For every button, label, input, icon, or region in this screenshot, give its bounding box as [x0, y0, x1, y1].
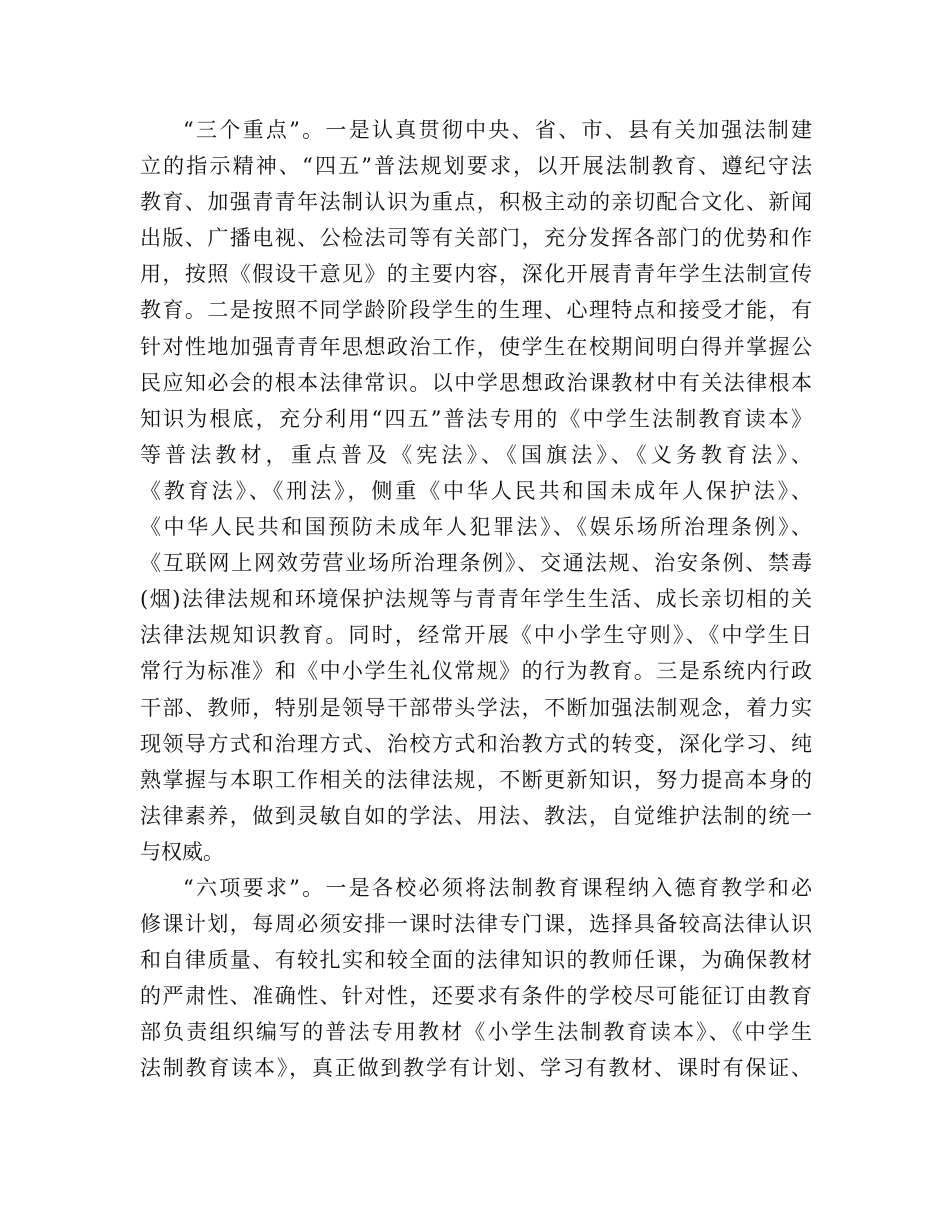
paragraph-line: 常行为标准》和《中小学生礼仪常规》的行为教育。三是系统内行政: [140, 659, 812, 684]
paragraph-line: 知识为根底，充分利用“四五”普法专用的《中学生法制教育读本》: [140, 406, 812, 431]
paragraph-line: 的严肃性、准确性、针对性，还要求有条件的学校尽可能征订由教育: [140, 984, 812, 1009]
paragraph-line: 现领导方式和治理方式、治校方式和治教方式的转变，深化学习、纯: [140, 731, 812, 756]
paragraph-line: 民应知必会的根本法律常识。以中学思想政治课教材中有关法律根本: [140, 370, 812, 395]
paragraph-line: 针对性地加强青青年思想政治工作，使学生在校期间明白得并掌握公: [140, 334, 812, 359]
paragraph-line: “三个重点”。一是认真贯彻中央、省、市、县有关加强法制建: [183, 118, 812, 142]
paragraph-line: 法制教育读本》，真正做到教学有计划、学习有教材、课时有保证、: [140, 1056, 812, 1081]
paragraph-line: 教育、加强青青年法制认识为重点，积极主动的亲切配合文化、新闻: [140, 190, 812, 215]
paragraph-line: 《教育法》、《刑法》，侧重《中华人民共和国未成年人保护法》、: [140, 478, 812, 503]
paragraph-line: 和自律质量、有较扎实和较全面的法律知识的教师任课，为确保教材: [140, 948, 812, 973]
body-text: [140, 112, 812, 1087]
paragraph-line: 《中华人民共和国预防未成年人犯罪法》、《娱乐场所治理条例》、: [140, 515, 812, 540]
paragraph-line: 出版、广播电视、公检法司等有关部门，充分发挥各部门的优势和作: [140, 226, 812, 251]
paragraph-line: 部负责组织编写的普法专用教材《小学生法制教育读本》、《中学生: [140, 1020, 812, 1045]
paragraph-line: “六项要求”。一是各校必须将法制教育课程纳入德育教学和必: [183, 875, 812, 900]
paragraph-line: 法律法规知识教育。同时，经常开展《中小学生守则》、《中学生日: [140, 623, 812, 648]
paragraph-line: 与权威。: [140, 839, 224, 864]
paragraph-line: 干部、教师，特别是领导干部带头学法，不断加强法制观念，着力实: [140, 695, 812, 720]
paragraph-line: 修课计划，每周必须安排一课时法律专门课，选择具备较高法律认识: [140, 912, 812, 937]
paragraph-line: (烟)法律法规和环境保护法规等与青青年学生生活、成长亲切相的关: [140, 587, 812, 612]
paragraph-line: 法律素养，做到灵敏自如的学法、用法、教法，自觉维护法制的统一: [140, 803, 812, 828]
paragraph-line: 等普法教材，重点普及《宪法》、《国旗法》、《义务教育法》、: [140, 442, 812, 467]
paragraph-line: 熟掌握与本职工作相关的法律法规，不断更新知识，努力提高本身的: [140, 767, 812, 792]
paragraph-line: 用，按照《假设干意见》的主要内容，深化开展青青年学生法制宣传: [140, 262, 812, 287]
paragraph-line: 教育。二是按照不同学龄阶段学生的生理、心理特点和接受才能，有: [140, 298, 812, 323]
paragraph-line: 立的指示精神、“四五”普法规划要求，以开展法制教育、遵纪守法: [140, 154, 812, 179]
paragraph-line: 《互联网上网效劳营业场所治理条例》、交通法规、治安条例、禁毒: [140, 551, 812, 576]
